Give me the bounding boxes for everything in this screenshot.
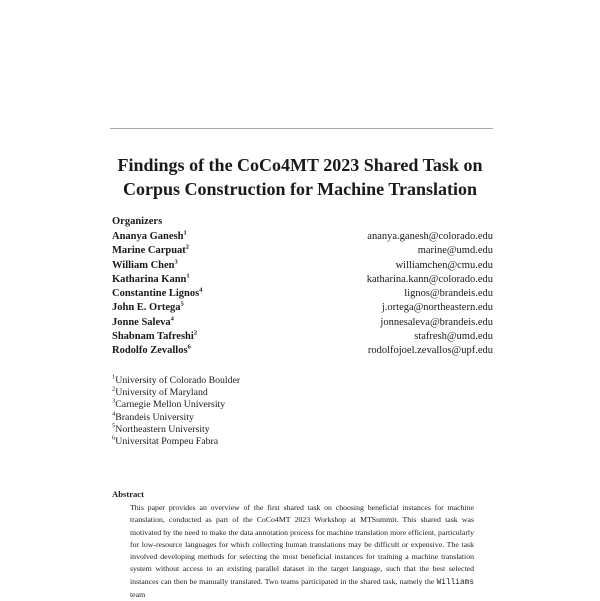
abstract-text: This paper provides an overview of the first shared task on choosing beneficial instances for machine translation, conducted as part of the CoCo4MT 2023 Workshop at MTSummit. This shared task was motivated by the need to make the data annotation process for machine translation more efficient, particularly for low-resource languages for which collecting human translations may be difficult or expensive. The task involved developing methods for selecting the most beneficial instances for training a machine translation system without access to an existing parallel dataset in the target language, such that the best selected instances can then be manually translated. Two teams participated in the shared task, namely the xyxy=(130,503,474,586)
organizer-email: jonnesaleva@brandeis.edu xyxy=(380,316,493,328)
abstract-text-end: team xyxy=(130,590,146,600)
organizer-row xyxy=(112,259,493,273)
organizer-email: ananya.ganesh@colorado.edu xyxy=(367,231,493,242)
affiliation-mark: 2 xyxy=(185,243,190,251)
paper-title xyxy=(70,153,530,201)
organizer-row xyxy=(112,301,493,315)
organizer-name: John E. Ortega xyxy=(112,302,181,314)
organizer-name: Rodolfo Zevallos xyxy=(112,345,188,357)
organizer-row xyxy=(112,344,493,358)
organizer-email: j.ortega@northeastern.edu xyxy=(381,302,493,314)
affiliation-name: Brandeis University xyxy=(115,411,194,423)
affiliation-row xyxy=(112,436,240,448)
organizer-row xyxy=(112,244,493,258)
affiliation-row xyxy=(112,387,240,399)
affiliation-mark: 2 xyxy=(193,329,198,337)
title-line-1: Findings of the CoCo4MT 2023 Shared Task on xyxy=(117,155,483,175)
affiliation-mark: 6 xyxy=(112,434,116,442)
affiliation-mark: 5 xyxy=(180,300,184,308)
affiliation-mark: 3 xyxy=(174,258,178,266)
organizer-row xyxy=(112,230,493,244)
organizer-row xyxy=(112,287,493,301)
affiliation-mark: 4 xyxy=(112,410,116,418)
team-name: Williams xyxy=(436,578,474,587)
affiliations-list xyxy=(112,375,240,448)
organizer-name: Constantine Lignos xyxy=(112,288,200,300)
affiliation-name: Universitat Pompeu Fabra xyxy=(115,435,219,447)
organizer-name: Jonne Saleva xyxy=(112,316,171,328)
affiliation-mark: 2 xyxy=(112,385,116,393)
affiliation-mark: 5 xyxy=(112,422,116,430)
affiliation-name: University of Colorado Boulder xyxy=(115,375,241,386)
organizer-row xyxy=(112,330,493,344)
organizers-list xyxy=(112,230,493,359)
top-rule xyxy=(110,128,493,129)
affiliation-mark: 4 xyxy=(170,315,174,323)
organizers-heading: Organizers xyxy=(112,216,163,227)
title-line-2: Corpus Construction for Machine Translation xyxy=(122,179,478,199)
organizer-email: lignos@brandeis.edu xyxy=(404,288,493,300)
affiliation-mark: 1 xyxy=(186,272,190,280)
affiliation-mark: 1 xyxy=(112,373,116,381)
affiliation-mark: 4 xyxy=(199,286,203,294)
affiliation-name: Carnegie Mellon University xyxy=(115,399,226,411)
affiliation-name: University of Maryland xyxy=(115,387,208,399)
organizer-name: Katharina Kann xyxy=(112,273,187,285)
affiliation-row xyxy=(112,424,240,436)
organizer-email: stafresh@umd.edu xyxy=(414,331,493,343)
affiliation-name: Northeastern University xyxy=(115,423,210,435)
organizer-name: Shabnam Tafreshi xyxy=(112,331,194,343)
affiliation-mark: 6 xyxy=(187,343,191,351)
affiliation-mark: 3 xyxy=(112,398,116,406)
organizer-name: Ananya Ganesh xyxy=(112,231,184,242)
affiliation-row xyxy=(112,375,240,387)
organizer-email: marine@umd.edu xyxy=(417,245,493,257)
affiliation-row xyxy=(112,399,240,411)
organizer-email: rodolfojoel.zevallos@upf.edu xyxy=(367,345,493,357)
abstract-body xyxy=(130,502,474,601)
organizer-name: Marine Carpuat xyxy=(112,245,186,257)
affiliation-row xyxy=(112,412,240,424)
organizer-row xyxy=(112,316,493,330)
abstract-heading: Abstract xyxy=(112,489,144,499)
organizer-email: katharina.kann@colorado.edu xyxy=(366,273,493,285)
organizer-name: William Chen xyxy=(112,259,175,271)
organizer-email: williamchen@cmu.edu xyxy=(395,259,493,271)
organizer-row xyxy=(112,273,493,287)
affiliation-mark: 1 xyxy=(183,229,187,237)
